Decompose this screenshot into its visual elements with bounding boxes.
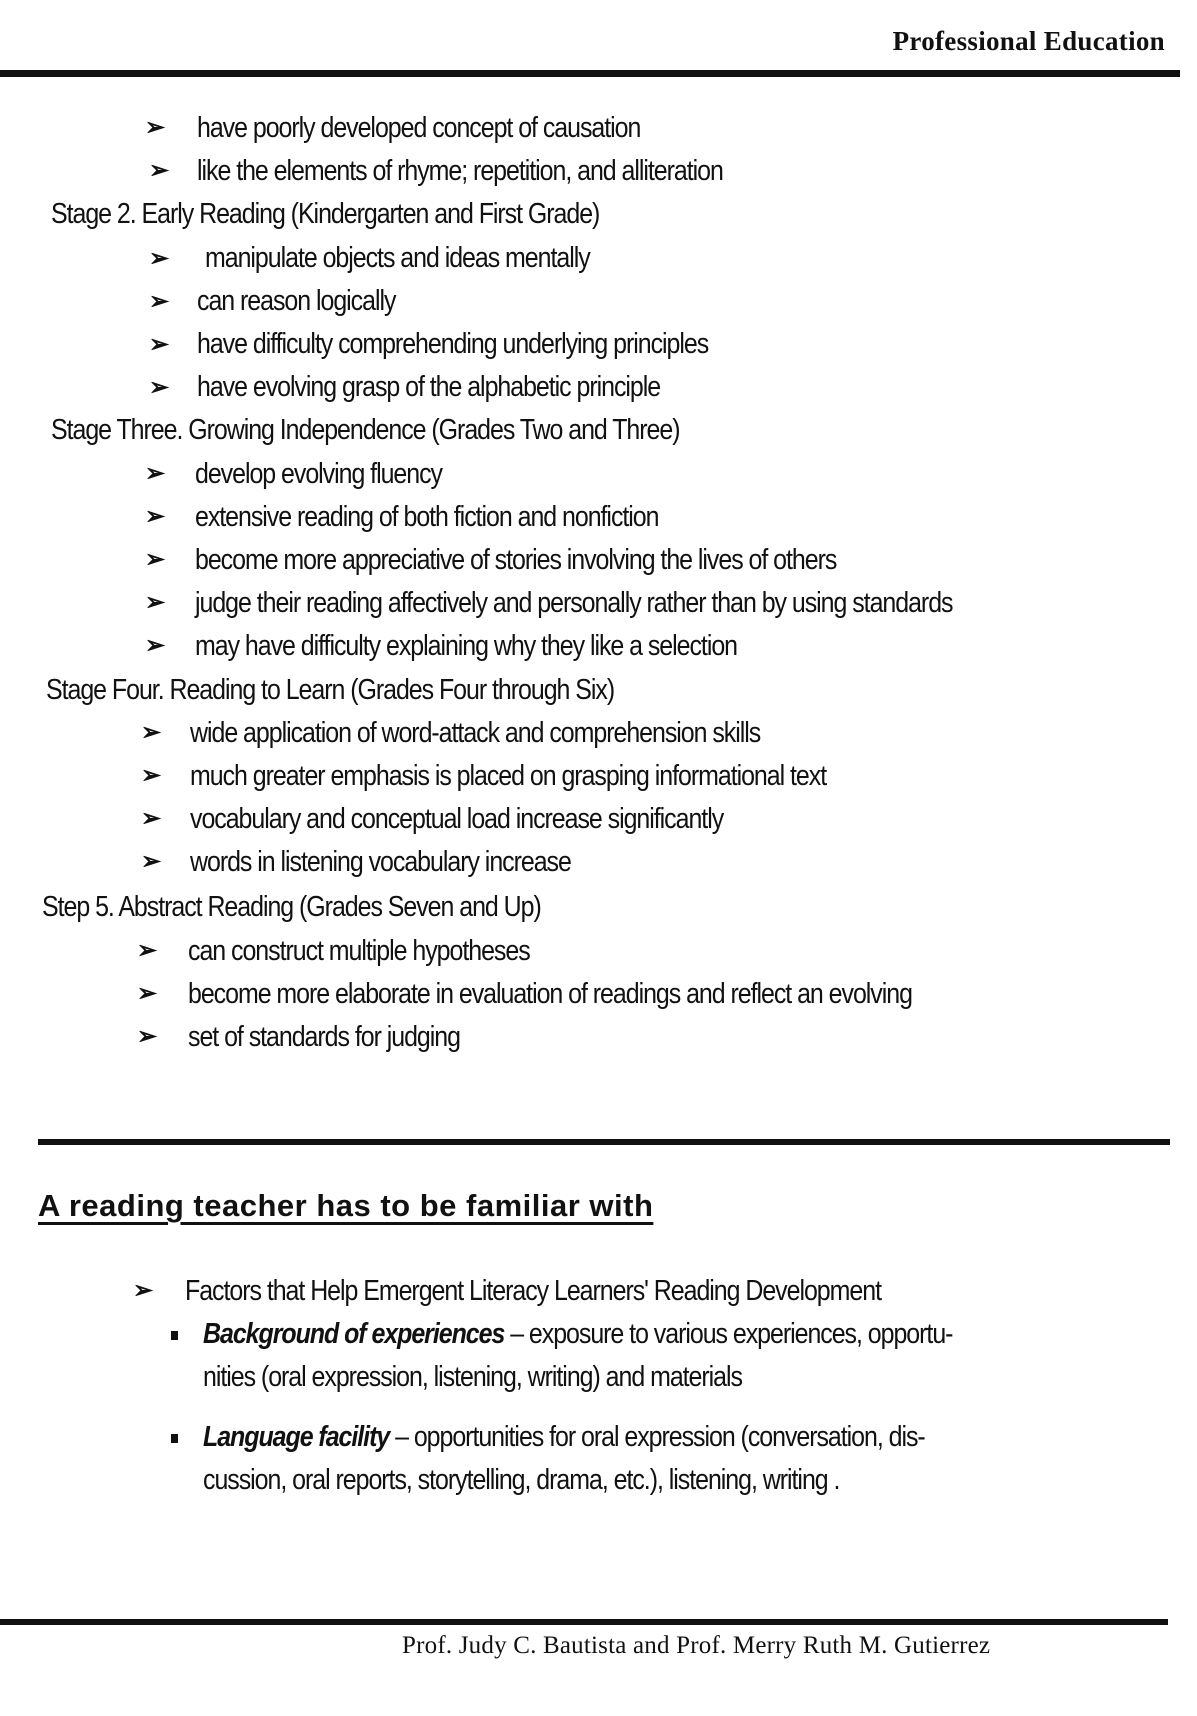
arrow-bullet-icon: ➢ bbox=[145, 114, 166, 141]
footer-authors: Prof. Judy C. Bautista and Prof. Merry Ruth M. Gutierrez bbox=[402, 1632, 991, 1659]
arrow-bullet-icon: ➢ bbox=[133, 1277, 154, 1304]
arrow-bullet-icon: ➢ bbox=[145, 460, 166, 487]
stage-heading: Stage 2. Early Reading (Kindergarten and First Grade) bbox=[51, 198, 600, 230]
list-item: become more appreciative of stories involving the lives of others bbox=[195, 544, 837, 576]
arrow-bullet-icon: ➢ bbox=[141, 805, 162, 832]
arrow-bullet-icon: ➢ bbox=[149, 288, 170, 315]
list-item: words in listening vocabulary increase bbox=[190, 846, 571, 878]
arrow-bullet-icon: ➢ bbox=[141, 719, 162, 746]
list-item: much greater emphasis is placed on grasping informational text bbox=[190, 760, 827, 792]
list-item: like the elements of rhyme; repetition, and alliteration bbox=[197, 155, 723, 187]
list-item: wide application of word-attack and comprehension skills bbox=[190, 717, 761, 749]
topic-title: Factors that Help Emergent Literacy Learners' Reading Development bbox=[185, 1275, 881, 1307]
list-item: vocabulary and conceptual load increase significantly bbox=[190, 803, 724, 835]
arrow-bullet-icon: ➢ bbox=[145, 503, 166, 530]
factor-description: – exposure to various experiences, opportu- bbox=[504, 1318, 953, 1350]
factor-description-continued: nities (oral expression, listening, writing) and materials bbox=[203, 1361, 742, 1393]
arrow-bullet-icon: ➢ bbox=[141, 762, 162, 789]
arrow-bullet-icon: ➢ bbox=[137, 937, 158, 964]
section-divider bbox=[38, 1139, 1170, 1145]
arrow-bullet-icon: ➢ bbox=[145, 546, 166, 573]
list-item: become more elaborate in evaluation of readings and reflect an evolving bbox=[188, 978, 912, 1010]
list-item: have difficulty comprehending underlying principles bbox=[197, 328, 709, 360]
stage-heading: Step 5. Abstract Reading (Grades Seven and Up) bbox=[42, 891, 541, 923]
arrow-bullet-icon: ➢ bbox=[149, 331, 170, 358]
arrow-bullet-icon: ➢ bbox=[149, 245, 170, 272]
arrow-bullet-icon: ➢ bbox=[145, 589, 166, 616]
factor-term: Background of experiences bbox=[203, 1318, 505, 1350]
page-header-title: Professional Education bbox=[892, 26, 1165, 56]
list-item: judge their reading affectively and personally rather than by using standards bbox=[195, 587, 953, 619]
factor-item bbox=[203, 1420, 925, 1454]
square-bullet-icon bbox=[171, 1331, 178, 1340]
stage-heading: Stage Four. Reading to Learn (Grades Four through Six) bbox=[46, 674, 615, 706]
arrow-bullet-icon: ➢ bbox=[137, 1023, 158, 1050]
footer-divider bbox=[0, 1619, 1168, 1625]
list-item: extensive reading of both fiction and nonfiction bbox=[195, 501, 659, 533]
list-item: develop evolving fluency bbox=[195, 458, 442, 490]
arrow-bullet-icon: ➢ bbox=[149, 374, 170, 401]
list-item: have evolving grasp of the alphabetic principle bbox=[197, 371, 661, 403]
arrow-bullet-icon: ➢ bbox=[149, 157, 170, 184]
square-bullet-icon bbox=[171, 1434, 178, 1443]
arrow-bullet-icon: ➢ bbox=[145, 632, 166, 659]
list-item: may have difficulty explaining why they like a selection bbox=[195, 630, 738, 662]
arrow-bullet-icon: ➢ bbox=[141, 848, 162, 875]
list-item: can construct multiple hypotheses bbox=[188, 935, 530, 967]
factor-item bbox=[203, 1317, 952, 1351]
section-heading: A reading teacher has to be familiar with bbox=[38, 1188, 654, 1223]
header-divider bbox=[0, 70, 1180, 77]
arrow-bullet-icon: ➢ bbox=[137, 980, 158, 1007]
factor-description-continued: cussion, oral reports, storytelling, drama, etc.), listening, writing . bbox=[203, 1464, 840, 1496]
stage-heading: Stage Three. Growing Independence (Grades Two and Three) bbox=[51, 414, 680, 446]
list-item: have poorly developed concept of causation bbox=[197, 112, 641, 144]
factor-term: Language facility bbox=[203, 1421, 390, 1453]
list-item: can reason logically bbox=[197, 285, 396, 317]
list-item: manipulate objects and ideas mentally bbox=[205, 242, 590, 274]
factor-description: – opportunities for oral expression (conversation, dis- bbox=[389, 1421, 925, 1453]
list-item: set of standards for judging bbox=[188, 1021, 460, 1053]
